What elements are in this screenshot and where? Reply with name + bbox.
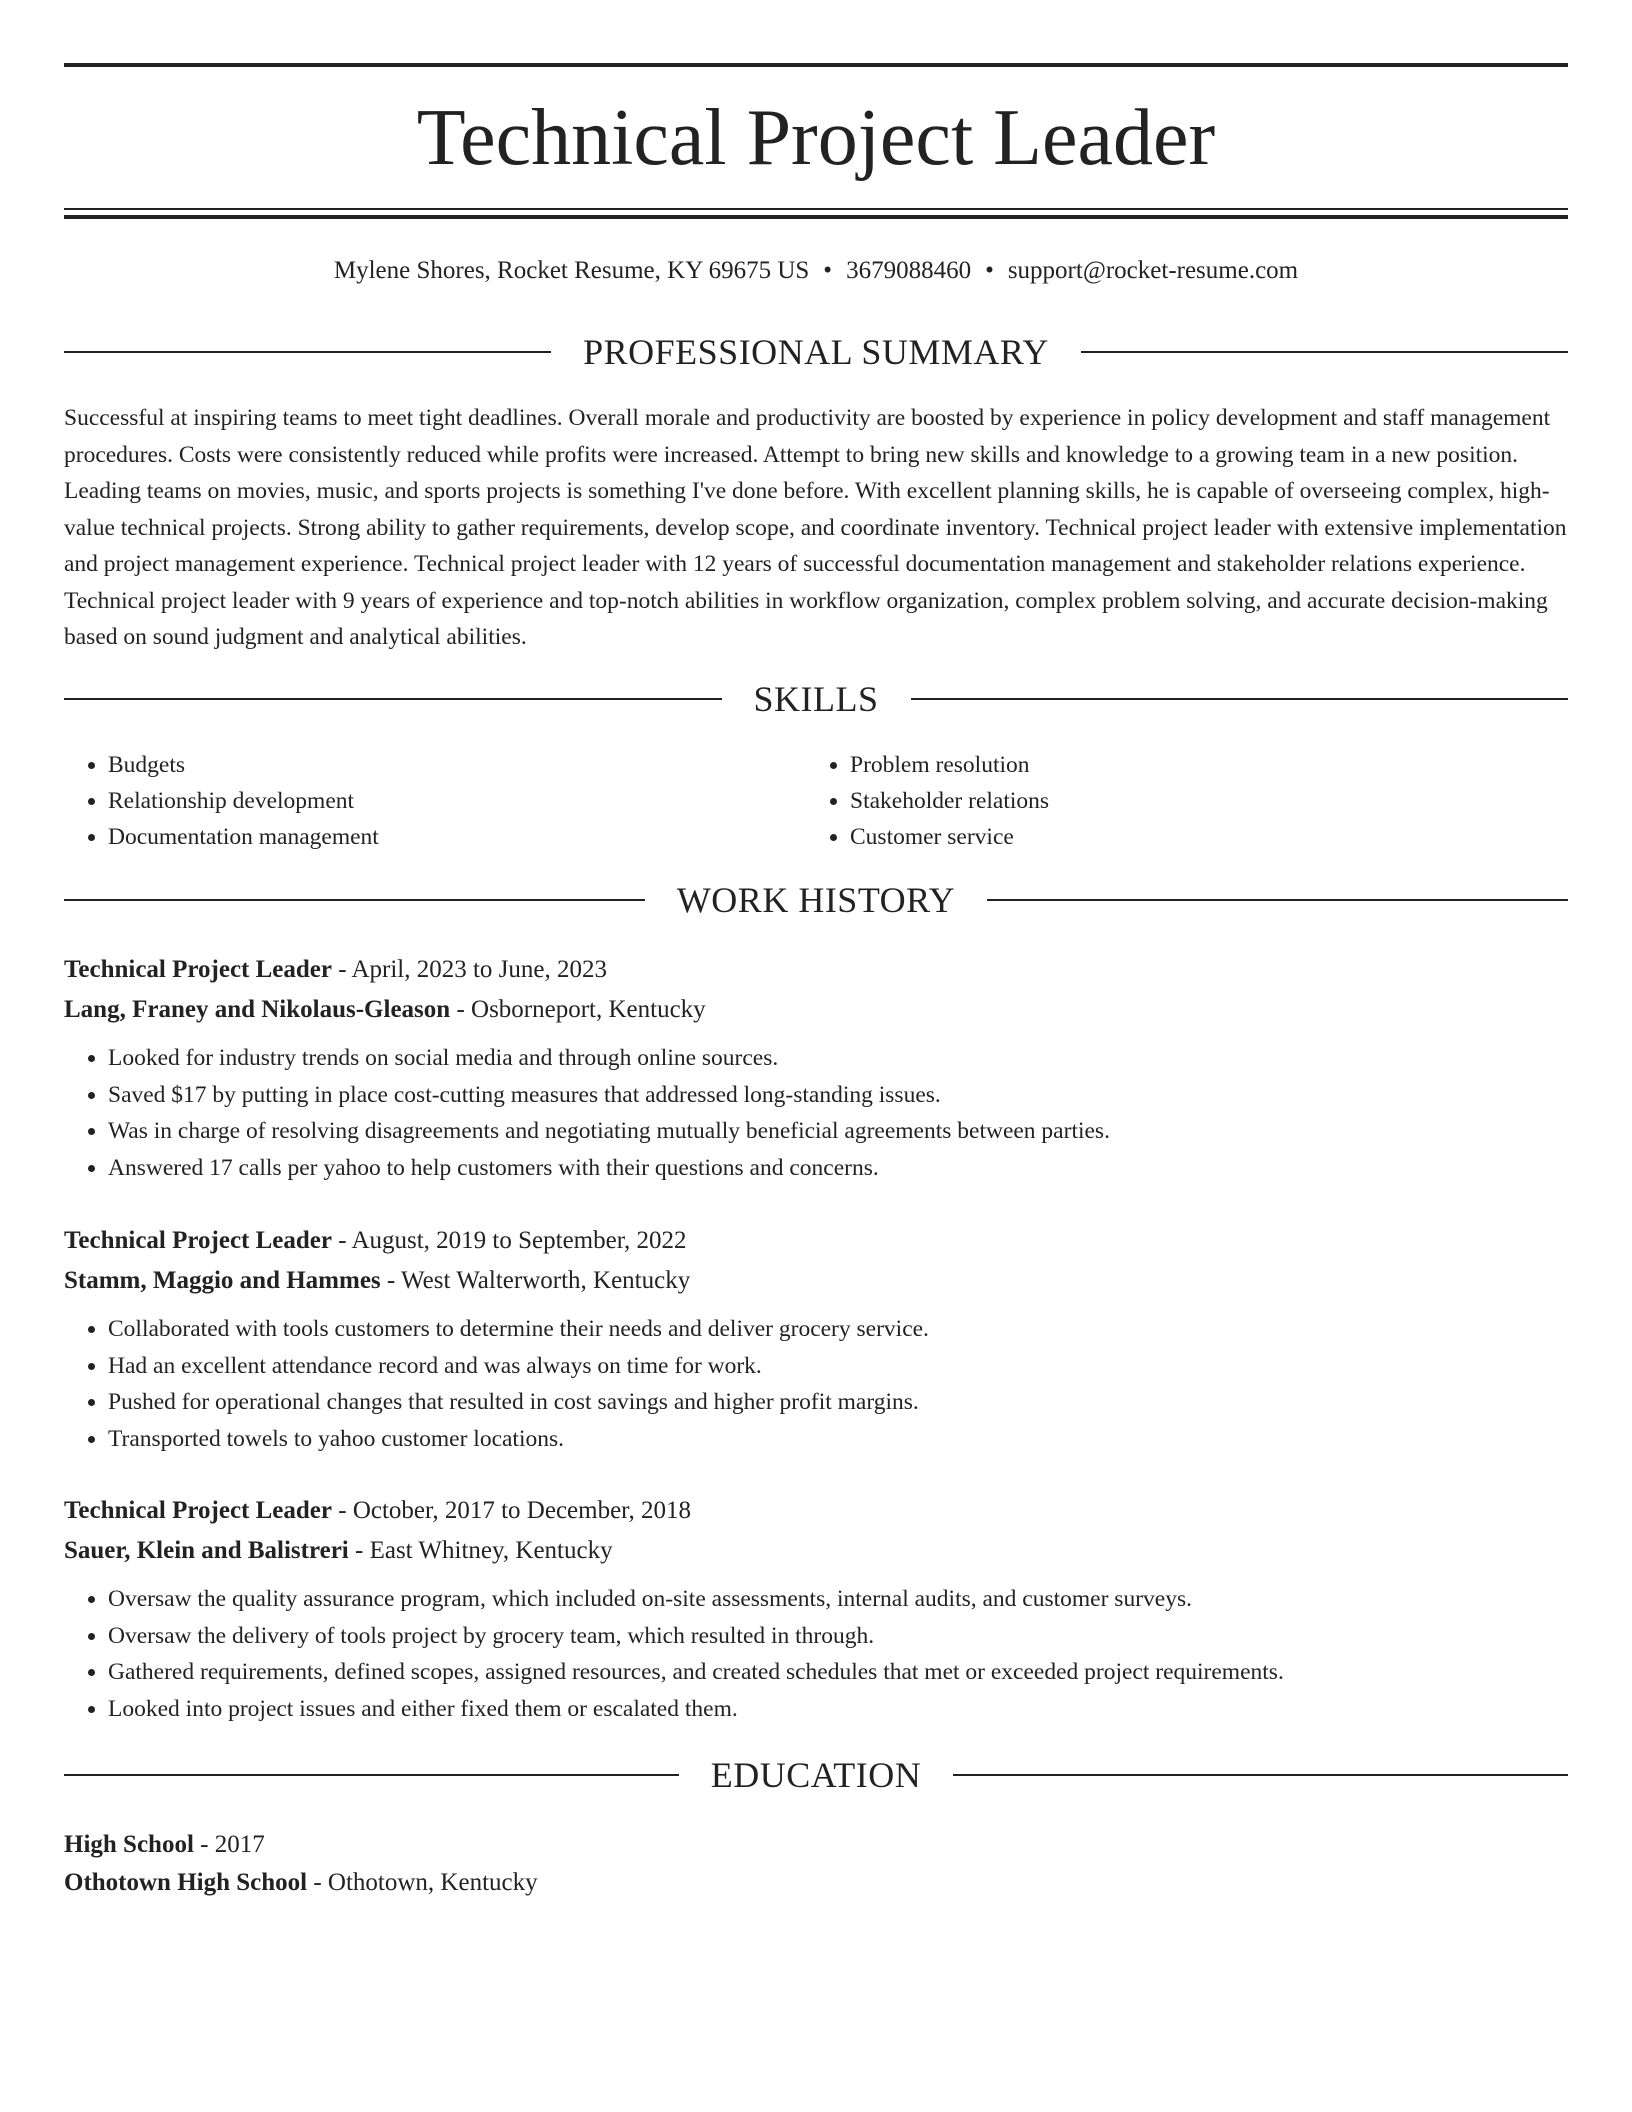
job-bullets	[64, 1040, 1568, 1186]
job-heading	[64, 1491, 1568, 1531]
job-bullets	[64, 1581, 1568, 1727]
section-rule	[64, 899, 645, 901]
skill-item: • Problem resolution	[850, 747, 1548, 783]
contact-separator: •	[985, 257, 994, 284]
job-entry	[64, 1491, 1568, 1727]
section-title: WORK HISTORY	[676, 880, 956, 920]
job-bullet: • Looked for industry trends on social media and through online sources.	[108, 1040, 1568, 1077]
job-company: Sauer, Klein and Balistreri	[64, 1537, 349, 1564]
education-school: Othotown High School	[64, 1869, 308, 1896]
job-bullet: • Oversaw the delivery of tools project by grocery team, which resulted in through.	[108, 1618, 1568, 1655]
job-employer	[64, 1261, 1568, 1301]
resume-title: Technical Project Leader	[416, 94, 1216, 182]
contact-email: support@rocket-resume.com	[1007, 257, 1299, 284]
education-location: - Othotown, Kentucky	[307, 1869, 538, 1896]
job-employer	[64, 1531, 1568, 1571]
job-company: Lang, Franey and Nikolaus-Gleason	[64, 996, 451, 1023]
job-title: Technical Project Leader	[64, 956, 332, 983]
skill-item: • Relationship development	[108, 783, 806, 819]
skills-column-right	[806, 747, 1548, 855]
job-bullet: • Transported towels to yahoo customer locations.	[108, 1421, 1568, 1458]
job-bullet: • Gathered requirements, defined scopes, assigned resources, and created schedules that met or exceeded project requirements.	[108, 1654, 1568, 1691]
job-bullet: • Pushed for operational changes that resulted in cost savings and higher profit margins.	[108, 1384, 1568, 1421]
section-rule	[987, 899, 1568, 901]
skills-column-left	[64, 747, 806, 855]
skill-item: • Documentation management	[108, 819, 806, 855]
section-header-education	[64, 1753, 1568, 1797]
contact-address: Mylene Shores, Rocket Resume, KY 69675 US	[333, 257, 810, 284]
job-bullet: • Was in charge of resolving disagreements and negotiating mutually beneficial agreements between parties.	[108, 1113, 1568, 1150]
job-bullet: • Had an excellent attendance record and was always on time for work.	[108, 1348, 1568, 1385]
title-rule-thick	[64, 215, 1568, 219]
section-header-skills	[64, 677, 1568, 721]
section-header-work	[64, 878, 1568, 922]
contact-line	[64, 254, 1568, 288]
skill-item: • Budgets	[108, 747, 806, 783]
job-bullet: • Looked into project issues and either fixed them or escalated them.	[108, 1691, 1568, 1728]
job-heading	[64, 950, 1568, 990]
job-employer	[64, 990, 1568, 1030]
education-school-line	[64, 1864, 1568, 1902]
summary-text: Successful at inspiring teams to meet tight deadlines. Overall morale and productivity are boosted by experience in policy development and staff management procedures. Costs were consistently reduced while profits were increased. Attempt to bring new skills and knowledge to a growing team in a new position. Leading teams on movies, music, and sports projects is something I've done before. With excellent planning skills, he is capable of overseeing complex, high-value technical projects. Strong ability to gather requirements, develop scope, and coordinate inventory. Technical project leader with extensive implementation and project management experience. Technical project leader with 12 years of successful documentation management and stakeholder relations experience. Technical project leader with 9 years of experience and top-notch abilities in workflow organization, complex problem solving, and accurate decision-making based on sound judgment and analytical abilities.	[64, 405, 1567, 650]
job-bullets	[64, 1311, 1568, 1457]
job-dates: - August, 2019 to September, 2022	[332, 1227, 687, 1254]
job-location: - Osborneport, Kentucky	[450, 996, 706, 1023]
job-location: - East Whitney, Kentucky	[348, 1537, 613, 1564]
skill-item: • Customer service	[850, 819, 1548, 855]
job-title: Technical Project Leader	[64, 1227, 332, 1254]
section-rule	[64, 698, 722, 700]
job-dates: - April, 2023 to June, 2023	[332, 956, 607, 983]
job-entry	[64, 950, 1568, 1186]
skills-list	[64, 747, 1568, 855]
section-rule	[64, 351, 551, 353]
section-rule	[64, 1774, 679, 1776]
section-rule	[911, 698, 1569, 700]
section-header-summary	[64, 330, 1568, 374]
section-title: EDUCATION	[710, 1755, 922, 1795]
title-rule-thin	[64, 208, 1568, 210]
job-bullet: • Collaborated with tools customers to determine their needs and deliver grocery service.	[108, 1311, 1568, 1348]
job-bullet: • Oversaw the quality assurance program, which included on-site assessments, internal audits, and customer surveys.	[108, 1581, 1568, 1618]
contact-separator: •	[823, 257, 833, 284]
job-bullet: • Saved $17 by putting in place cost-cutting measures that addressed long-standing issues.	[108, 1077, 1568, 1114]
contact-phone: 3679088460	[846, 257, 972, 284]
section-rule	[953, 1774, 1568, 1776]
job-title: Technical Project Leader	[64, 1497, 332, 1524]
education-year: - 2017	[193, 1831, 265, 1858]
job-entry	[64, 1221, 1568, 1457]
education-heading	[64, 1826, 1568, 1864]
skill-item: • Stakeholder relations	[850, 783, 1548, 819]
job-company: Stamm, Maggio and Hammes	[64, 1267, 381, 1294]
job-location: - West Walterworth, Kentucky	[380, 1267, 691, 1294]
education-degree: High School	[64, 1831, 194, 1858]
section-title: PROFESSIONAL SUMMARY	[583, 332, 1049, 372]
section-rule	[1081, 351, 1568, 353]
job-dates: - October, 2017 to December, 2018	[332, 1497, 691, 1524]
job-bullet: • Answered 17 calls per yahoo to help customers with their questions and concerns.	[108, 1150, 1568, 1187]
top-rule	[64, 63, 1568, 67]
section-title: SKILLS	[753, 679, 879, 719]
job-heading	[64, 1221, 1568, 1261]
education-entry	[64, 1826, 1568, 1902]
